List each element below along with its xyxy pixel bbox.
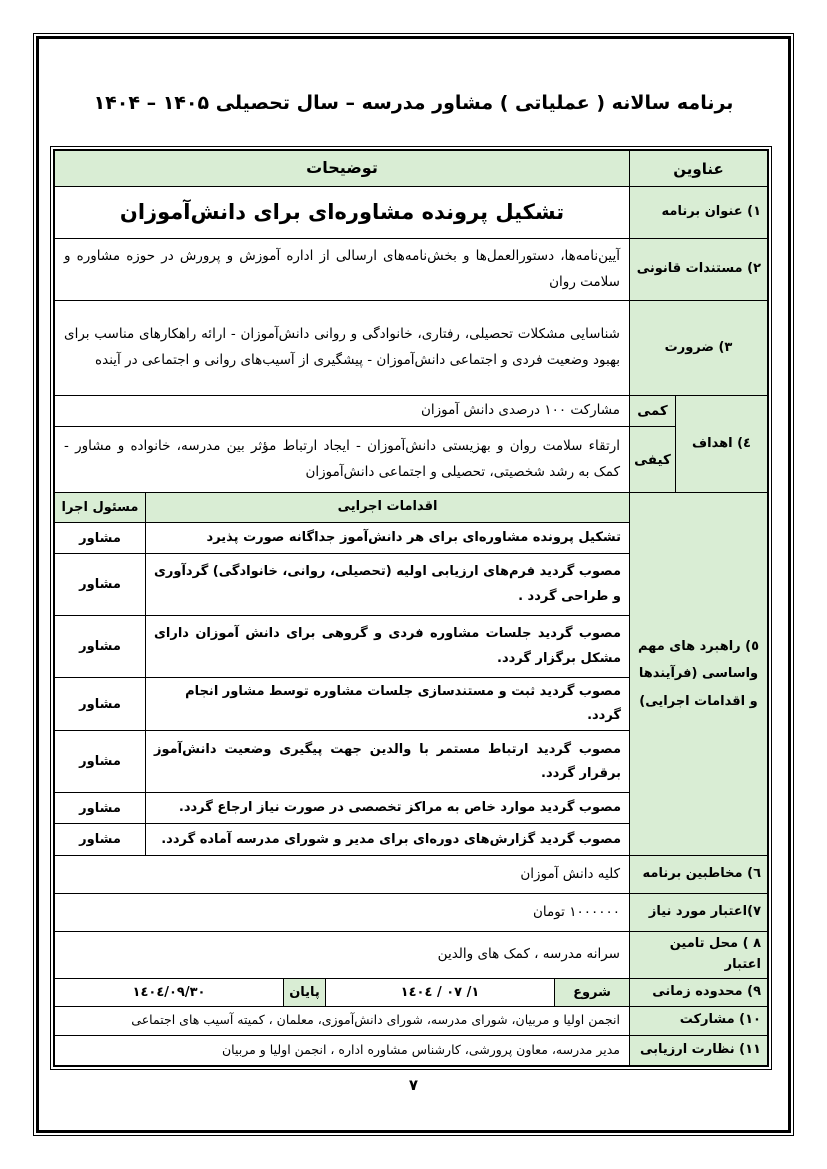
strategy-executor: مشاور	[79, 800, 121, 816]
funding-source-value: سرانه مدرسه ، کمک های والدین	[437, 946, 620, 963]
header-details-cell: توضیحات	[55, 151, 629, 186]
timeframe-end-date: ١٤٠٤/٠٩/٣٠	[132, 984, 206, 1000]
strategy-action: مصوب گردید موارد خاص به مراکز تخصصی در صورت نیاز ارجاع گردد.	[145, 793, 629, 823]
goals-subtype-column	[629, 396, 675, 492]
timeframe-start-label: شروع	[554, 979, 629, 1006]
strategy-action: مصوب گردید جلسات مشاوره فردی و گروهی برای دانش آموزان دارای مشکل برگزار گردد.	[145, 616, 629, 677]
strategy-row	[55, 793, 629, 824]
strategy-action: تشکیل پرونده مشاوره‌ای برای هر دانش‌آموز جداگانه صورت پذیرد	[145, 523, 629, 553]
document-title: برنامه سالانه ( عملیاتی ) مشاور مدرسه – سال تحصیلی ۱۴۰۵ – ۱۴۰۴	[93, 92, 734, 114]
timeframe-cells	[55, 979, 629, 1006]
strategy-row	[55, 731, 629, 793]
header-titles-cell: عناوین	[629, 151, 767, 186]
strategies-label: ٥) راهبرد های مهم واساسی (فرآیندها و اقدامات اجرایی)	[629, 493, 767, 855]
strategy-row	[55, 616, 629, 678]
program-title-label: ۱) عنوان برنامه	[629, 187, 767, 238]
goals-qualitative-label: کیفی	[634, 451, 671, 468]
audience-label: ٦) مخاطبین برنامه	[629, 856, 767, 893]
row-goals	[55, 396, 767, 493]
page-number: ٧	[408, 1076, 419, 1094]
strategy-row	[55, 678, 629, 731]
executor-header-cell: مسئول اجرا	[55, 493, 145, 522]
strategy-action: مصوب گردید ثبت و مستندسازی جلسات مشاوره توسط مشاور انجام گردد.	[145, 678, 629, 730]
row-participation	[55, 1007, 767, 1036]
strategy-row	[55, 824, 629, 855]
budget-label: ٧)اعتبار مورد نیاز	[629, 894, 767, 931]
actions-header-cell: اقدامات اجرایی	[145, 493, 629, 522]
row-legal-docs	[55, 239, 767, 301]
goals-label: ٤) اهداف	[675, 396, 767, 492]
row-funding-source	[55, 932, 767, 979]
evaluation-label: ١١) نظارت ارزیابی	[629, 1036, 767, 1065]
row-timeframe	[55, 979, 767, 1007]
necessity-label: ۳) ضرورت	[629, 301, 767, 395]
budget-value: ١٠٠٠٠٠٠ تومان	[532, 903, 620, 920]
strategy-action: مصوب گردید گزارش‌های دوره‌ای برای مدیر و شورای مدرسه آماده گردد.	[145, 824, 629, 855]
strategy-executor: مشاور	[79, 696, 121, 712]
program-title-value: تشکیل پرونده مشاوره‌ای برای دانش‌آموزان	[119, 199, 565, 224]
row-budget	[55, 894, 767, 932]
strategies-inner-table	[55, 493, 629, 855]
necessity-value: شناسایی مشکلات تحصیلی، رفتاری، خانوادگی و روانی دانش‌آموزان - ارائه راهکارهای مناسب برای بهبود وضعیت فردی و اجتماعی دانش‌آموزان - پیشگیری از آسیب‌های روانی و اجتماعی در آینده	[64, 326, 620, 368]
strategy-executor: مشاور	[79, 639, 121, 654]
timeframe-start-date: ١/ ٠٧ / ١٤٠٤	[325, 979, 554, 1006]
timeframe-end-label: پایان	[283, 979, 325, 1006]
strategy-row	[55, 554, 629, 616]
strategy-action: مصوب گردید فرم‌های ارزیابی اولیه (تحصیلی، روانی، خانوادگی) گردآوری و طراحی گردد .	[145, 554, 629, 615]
legal-docs-label: ۲) مستندات قانونی	[629, 239, 767, 300]
strategy-executor: مشاور	[79, 530, 121, 546]
evaluation-value: مدیر مدرسه، معاون پرورشی، کارشناس مشاوره اداره ، انجمن اولیا و مربیان	[221, 1041, 620, 1057]
strategies-header-row	[55, 493, 629, 523]
plan-table	[53, 149, 769, 1067]
participation-label: ١٠) مشارکت	[629, 1007, 767, 1035]
row-strategies	[55, 493, 767, 856]
goals-qualitative-value: ارتقاء سلامت روان و بهزیستی دانش‌آموزان - ایجاد ارتباط مؤثر بین مدرسه، خانواده و مشاور - کمک به رشد شخصیتی، تحصیلی و اجتماعی دانش‌آموزان	[64, 437, 620, 480]
goals-content-column	[55, 396, 629, 492]
goals-quantitative-value: مشارکت ١٠٠ درصدی دانش آموزان	[55, 396, 629, 427]
legal-docs-value: آیین‌نامه‌ها، دستورالعمل‌ها و بخش‌نامه‌های ارسالی از اداره آموزش و پرورش در حوزه مشاوره و سلامت روان	[64, 247, 620, 290]
row-audience	[55, 856, 767, 894]
timeframe-label: ٩) محدوده زمانی	[629, 979, 767, 1006]
strategy-executor: مشاور	[79, 754, 121, 770]
table-header-row	[55, 151, 767, 187]
row-evaluation	[55, 1036, 767, 1065]
strategy-action: مصوب گردید ارتباط مستمر با والدین جهت پیگیری وضعیت دانش‌آموز برقرار گردد.	[145, 731, 629, 792]
strategy-row	[55, 523, 629, 554]
participation-value: انجمن اولیا و مربیان، شورای مدرسه، شورای دانش‌آموزی، معلمان ، کمیته آسیب های اجتماعی	[131, 1012, 620, 1028]
row-necessity	[55, 301, 767, 396]
goals-quantitative-label: کمی	[630, 396, 675, 427]
audience-value: کلیه دانش آموزان	[520, 865, 620, 882]
strategy-executor: مشاور	[79, 832, 121, 848]
strategy-executor: مشاور	[79, 577, 121, 592]
funding-source-label: ٨ ) محل تامین اعتبار	[629, 932, 767, 978]
row-program-title	[55, 187, 767, 239]
